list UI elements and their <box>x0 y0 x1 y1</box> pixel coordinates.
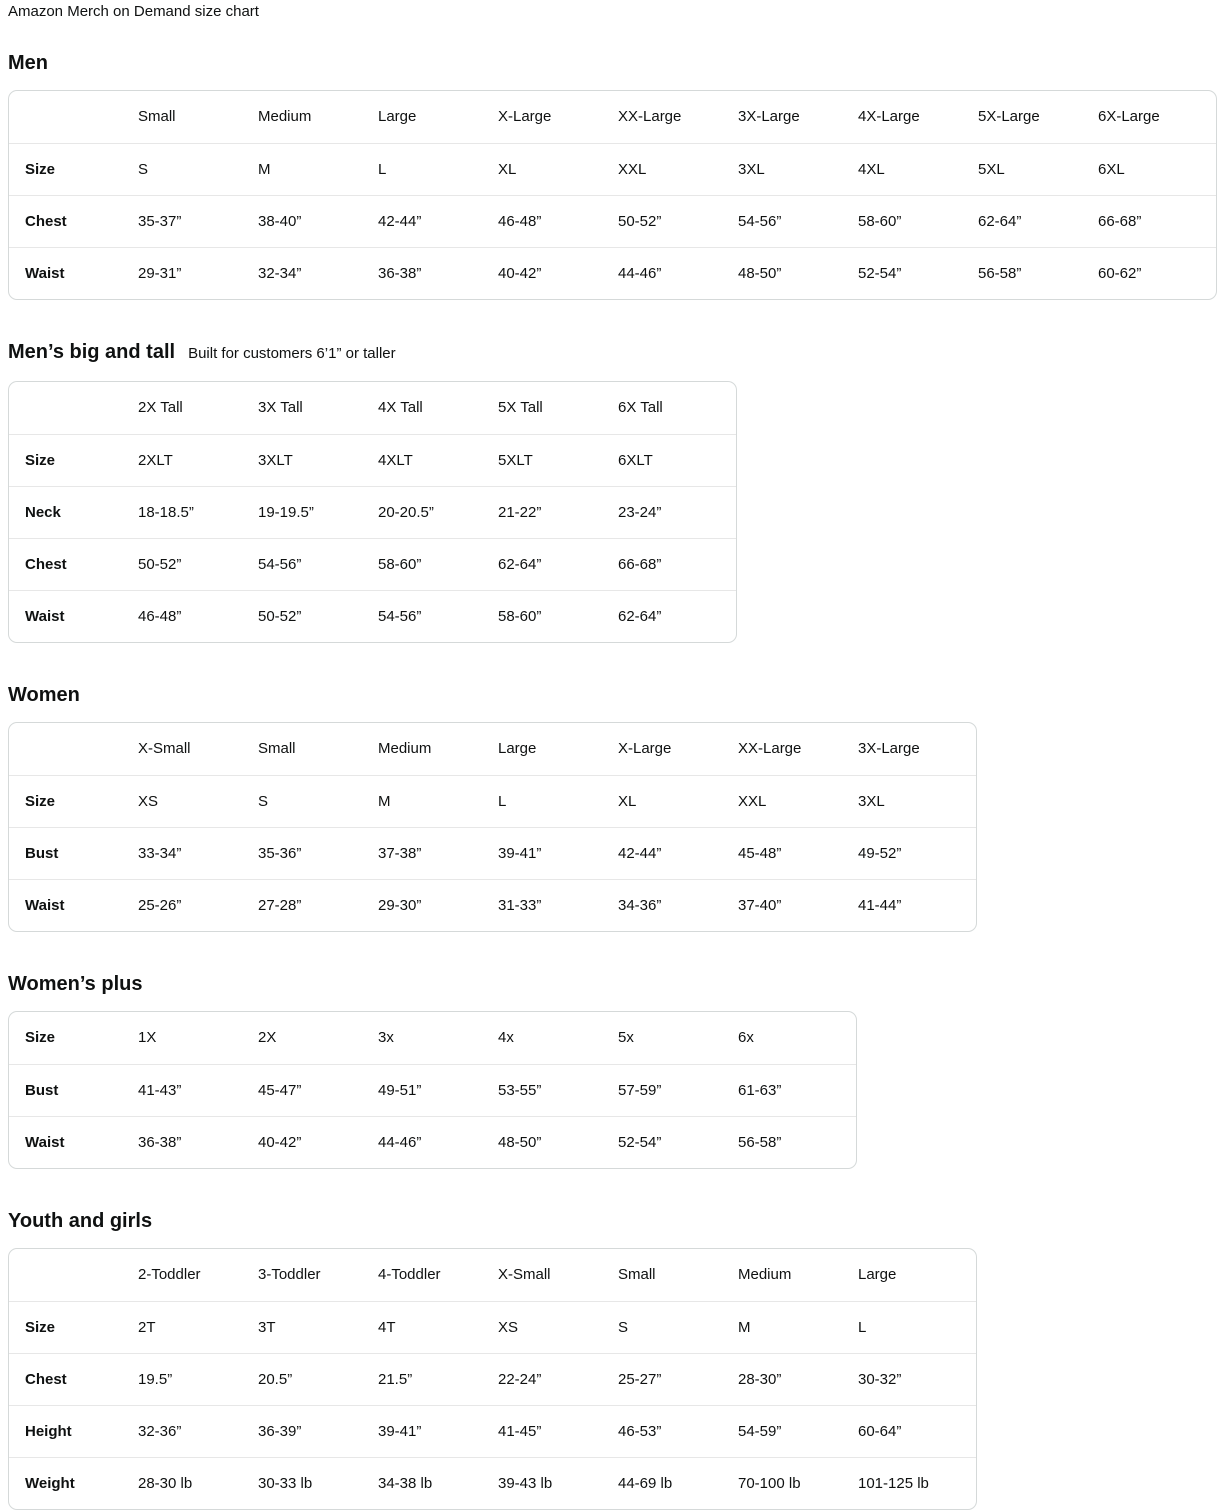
size-value: S <box>136 143 256 195</box>
size-value: XS <box>136 775 256 827</box>
size-value: 50-52” <box>616 195 736 247</box>
row-label: Bust <box>9 1064 136 1116</box>
size-value: 4x <box>498 1029 514 1047</box>
size-value: 46-53” <box>616 1405 736 1457</box>
row-label: Neck <box>9 486 136 538</box>
size-value: 48-50” <box>496 1116 616 1168</box>
table-row <box>9 827 976 879</box>
size-value: 41-44” <box>856 879 976 931</box>
table-row <box>9 143 1216 195</box>
size-value: 6XL <box>1096 143 1216 195</box>
size-value: 44-69 lb <box>616 1457 736 1509</box>
size-value: M <box>376 775 496 827</box>
page-title: Amazon Merch on Demand size chart <box>8 3 259 20</box>
row-label: Size <box>9 143 136 195</box>
size-value: 2X <box>258 1029 277 1047</box>
row-label: Size <box>9 434 136 486</box>
column-header: X-Large <box>618 740 672 758</box>
corner-cell <box>9 1249 136 1301</box>
size-value: 54-56” <box>256 538 376 590</box>
section-subtitle: Built for customers 6’1” or taller <box>188 345 396 362</box>
column-header: 4X Tall <box>378 399 423 417</box>
size-value: 56-58” <box>976 247 1096 299</box>
column-header: X-Large <box>498 108 552 126</box>
size-value: 6x <box>738 1029 754 1047</box>
column-header: XX-Large <box>618 108 682 126</box>
row-label: Chest <box>9 538 136 590</box>
size-value: 34-36” <box>616 879 736 931</box>
column-header: 2-Toddler <box>138 1266 201 1284</box>
size-table-grid <box>9 1012 856 1168</box>
size-value: 49-51” <box>376 1064 496 1116</box>
size-value: 32-34” <box>256 247 376 299</box>
size-value: 54-56” <box>736 195 856 247</box>
table-row <box>9 247 1216 299</box>
size-value: 5XLT <box>496 434 616 486</box>
size-value: 27-28” <box>256 879 376 931</box>
size-value: 41-45” <box>496 1405 616 1457</box>
section-heading-men <box>8 51 1214 75</box>
size-value: XL <box>496 143 616 195</box>
table-row <box>9 195 1216 247</box>
size-value: 57-59” <box>616 1064 736 1116</box>
size-value: 20.5” <box>256 1353 376 1405</box>
column-header: Medium <box>738 1266 792 1284</box>
column-header: XX-Large <box>738 740 802 758</box>
column-header: 6X-Large <box>1098 108 1160 126</box>
size-value: 19-19.5” <box>256 486 376 538</box>
size-value: 4XLT <box>376 434 496 486</box>
size-value: 40-42” <box>256 1116 376 1168</box>
size-value: 22-24” <box>496 1353 616 1405</box>
corner-cell <box>9 91 136 143</box>
size-value: 3XL <box>736 143 856 195</box>
size-value: 18-18.5” <box>136 486 256 538</box>
size-value: XS <box>496 1301 616 1353</box>
column-header-row <box>9 1249 976 1301</box>
section-heading-youth <box>8 1209 1214 1233</box>
column-header: Medium <box>378 740 432 758</box>
size-value: 38-40” <box>256 195 376 247</box>
size-value: 37-40” <box>736 879 856 931</box>
column-header: 3X Tall <box>258 399 303 417</box>
size-value: 62-64” <box>496 538 616 590</box>
size-value: 29-30” <box>376 879 496 931</box>
size-value: 66-68” <box>1096 195 1216 247</box>
size-value: 3XLT <box>256 434 376 486</box>
size-value: 66-68” <box>616 538 736 590</box>
table-row <box>9 1116 856 1168</box>
row-label: Size <box>9 1301 136 1353</box>
youth-size-table <box>8 1248 977 1510</box>
size-value: 25-26” <box>136 879 256 931</box>
column-header: 4-Toddler <box>378 1266 441 1284</box>
size-value: 60-64” <box>856 1405 976 1457</box>
size-value: M <box>256 143 376 195</box>
section-heading-big-and-tall <box>8 340 1214 366</box>
size-value: 54-56” <box>376 590 496 642</box>
size-table-grid <box>9 723 976 931</box>
size-value: 50-52” <box>136 538 256 590</box>
womens-plus-size-table <box>8 1011 857 1169</box>
size-value: 49-52” <box>856 827 976 879</box>
size-value: 46-48” <box>136 590 256 642</box>
column-header: 3X-Large <box>858 740 920 758</box>
row-label: Bust <box>9 827 136 879</box>
row-label: Weight <box>9 1457 136 1509</box>
size-value: 21.5” <box>376 1353 496 1405</box>
size-value: 2T <box>136 1301 256 1353</box>
column-header-row <box>9 382 736 434</box>
column-header: 6X Tall <box>618 399 663 417</box>
size-value: 6XLT <box>616 434 736 486</box>
size-value: 4T <box>376 1301 496 1353</box>
column-header: Large <box>378 108 417 126</box>
size-value: 37-38” <box>376 827 496 879</box>
row-label: Height <box>9 1405 136 1457</box>
column-header-row <box>9 723 976 775</box>
size-value: 39-41” <box>496 827 616 879</box>
row-label: Waist <box>9 590 136 642</box>
size-value: 58-60” <box>856 195 976 247</box>
size-value: M <box>736 1301 856 1353</box>
size-value: 29-31” <box>136 247 256 299</box>
size-value: 36-38” <box>136 1116 256 1168</box>
size-value: 101-125 lb <box>856 1457 976 1509</box>
size-value: 42-44” <box>376 195 496 247</box>
size-value: 20-20.5” <box>376 486 496 538</box>
men-size-table <box>8 90 1217 300</box>
size-value: 19.5” <box>136 1353 256 1405</box>
section-heading-text: Youth and girls <box>8 1210 153 1232</box>
size-table-grid <box>9 382 736 642</box>
size-value: 28-30 lb <box>136 1457 256 1509</box>
row-label: Waist <box>9 879 136 931</box>
size-value: 31-33” <box>496 879 616 931</box>
size-value: 56-58” <box>736 1116 856 1168</box>
size-value: 44-46” <box>376 1116 496 1168</box>
row-label: Chest <box>9 195 136 247</box>
section-heading-text: Men <box>8 52 48 74</box>
row-label: Chest <box>9 1353 136 1405</box>
size-value: 3XL <box>856 775 976 827</box>
column-header: Large <box>858 1266 897 1284</box>
column-header: X-Small <box>138 740 191 758</box>
table-row <box>9 1353 976 1405</box>
size-table-grid <box>9 1249 976 1509</box>
section-heading-women <box>8 683 1214 707</box>
table-row <box>9 434 736 486</box>
size-value: 35-37” <box>136 195 256 247</box>
size-value: 44-46” <box>616 247 736 299</box>
corner-cell <box>9 723 136 775</box>
size-value: 52-54” <box>616 1116 736 1168</box>
size-value: 41-43” <box>136 1064 256 1116</box>
corner-cell <box>9 382 136 434</box>
size-value: 39-41” <box>376 1405 496 1457</box>
size-value: S <box>616 1301 736 1353</box>
table-row <box>9 590 736 642</box>
size-value: 1X <box>138 1029 157 1047</box>
size-value: 62-64” <box>976 195 1096 247</box>
section-heading-text: Women <box>8 684 80 706</box>
column-header: Small <box>258 740 296 758</box>
size-value: 50-52” <box>256 590 376 642</box>
section-heading-text: Women’s plus <box>8 973 143 995</box>
size-value: 70-100 lb <box>736 1457 856 1509</box>
size-value: 46-48” <box>496 195 616 247</box>
size-value: 5x <box>618 1029 634 1047</box>
size-value: 61-63” <box>736 1064 856 1116</box>
big-and-tall-size-table <box>8 381 737 643</box>
size-value: 3x <box>378 1029 394 1047</box>
size-value: 52-54” <box>856 247 976 299</box>
section-heading-womens-plus <box>8 972 1214 996</box>
table-row <box>9 775 976 827</box>
size-value: 36-38” <box>376 247 496 299</box>
column-header: 5X Tall <box>498 399 543 417</box>
section-youth-and-girls <box>8 1209 1214 1510</box>
size-value: 21-22” <box>496 486 616 538</box>
table-row <box>9 538 736 590</box>
size-value: 45-48” <box>736 827 856 879</box>
size-value: 39-43 lb <box>496 1457 616 1509</box>
size-value: 62-64” <box>616 590 736 642</box>
section-women <box>8 683 1214 932</box>
size-value: L <box>856 1301 976 1353</box>
column-header: 2X Tall <box>138 399 183 417</box>
row-label: Size <box>9 775 136 827</box>
size-value: 34-38 lb <box>376 1457 496 1509</box>
table-row <box>9 1457 976 1509</box>
size-value: 45-47” <box>256 1064 376 1116</box>
section-men <box>8 51 1214 300</box>
size-value: 4XL <box>856 143 976 195</box>
column-header: 3X-Large <box>738 108 800 126</box>
size-value: 35-36” <box>256 827 376 879</box>
size-value: L <box>376 143 496 195</box>
row-label: Size <box>25 1029 56 1047</box>
size-value: 48-50” <box>736 247 856 299</box>
section-mens-big-and-tall <box>8 340 1214 643</box>
column-header: 4X-Large <box>858 108 920 126</box>
size-value: 60-62” <box>1096 247 1216 299</box>
size-value: 58-60” <box>376 538 496 590</box>
column-header: 3-Toddler <box>258 1266 321 1284</box>
column-header-row <box>9 91 1216 143</box>
size-value: 58-60” <box>496 590 616 642</box>
size-value: 53-55” <box>496 1064 616 1116</box>
size-table-grid <box>9 91 1216 299</box>
table-row <box>9 1301 976 1353</box>
size-value: L <box>496 775 616 827</box>
row-label: Waist <box>9 1116 136 1168</box>
column-header: Large <box>498 740 537 758</box>
size-value: 33-34” <box>136 827 256 879</box>
column-header: Small <box>618 1266 656 1284</box>
table-row <box>9 1405 976 1457</box>
row-label: Waist <box>9 247 136 299</box>
size-value: XXL <box>736 775 856 827</box>
size-value: 25-27” <box>616 1353 736 1405</box>
column-header: Medium <box>258 108 312 126</box>
size-value: 42-44” <box>616 827 736 879</box>
size-value: 40-42” <box>496 247 616 299</box>
size-value: XXL <box>616 143 736 195</box>
size-value: XL <box>616 775 736 827</box>
size-value: 5XL <box>976 143 1096 195</box>
women-size-table <box>8 722 977 932</box>
table-row <box>9 1012 856 1064</box>
size-value: 28-30” <box>736 1353 856 1405</box>
size-value: S <box>256 775 376 827</box>
column-header: Small <box>138 108 176 126</box>
table-row <box>9 879 976 931</box>
size-value: 32-36” <box>136 1405 256 1457</box>
column-header: 5X-Large <box>978 108 1040 126</box>
size-value: 2XLT <box>136 434 256 486</box>
size-value: 30-32” <box>856 1353 976 1405</box>
table-row <box>9 486 736 538</box>
table-row <box>9 1064 856 1116</box>
column-header: X-Small <box>498 1266 551 1284</box>
size-value: 23-24” <box>616 486 736 538</box>
section-womens-plus <box>8 972 1214 1169</box>
size-value: 30-33 lb <box>256 1457 376 1509</box>
size-value: 54-59” <box>736 1405 856 1457</box>
size-value: 36-39” <box>256 1405 376 1457</box>
section-heading-text: Men’s big and tall <box>8 341 176 363</box>
size-value: 3T <box>256 1301 376 1353</box>
